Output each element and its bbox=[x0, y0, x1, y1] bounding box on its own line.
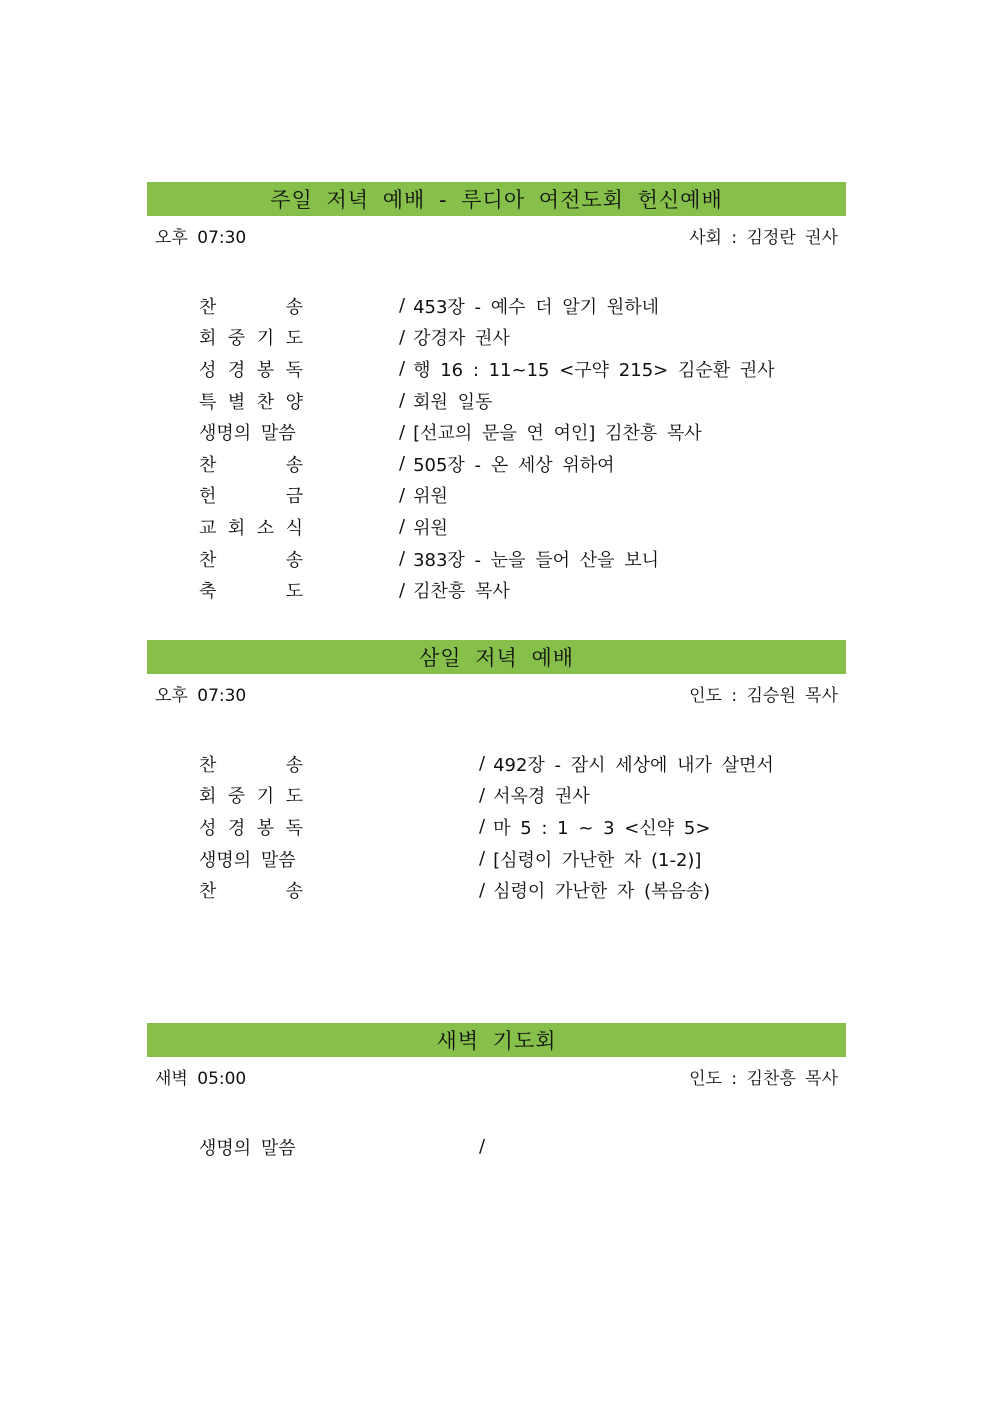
list-item bbox=[199, 290, 846, 322]
list-item bbox=[199, 543, 846, 575]
section-wednesday-evening-service bbox=[147, 640, 846, 906]
list-item bbox=[199, 385, 846, 417]
section-meta bbox=[147, 216, 846, 254]
service-leader: 인도 : 김승원 목사 bbox=[689, 685, 838, 706]
list-item bbox=[199, 353, 846, 385]
list-item bbox=[199, 480, 846, 512]
service-leader: 사회 : 김정란 권사 bbox=[689, 227, 838, 248]
list-item bbox=[199, 748, 846, 780]
list-item bbox=[199, 811, 846, 843]
section-sunday-evening-service bbox=[147, 182, 846, 606]
separator: / bbox=[479, 879, 486, 901]
item-label: 특 별 찬 양 bbox=[199, 391, 303, 413]
item-value: 김찬흥 목사 bbox=[413, 581, 510, 603]
list-item bbox=[199, 448, 846, 480]
separator: / bbox=[399, 579, 406, 601]
separator: / bbox=[399, 453, 406, 475]
item-label: 생명의 말씀 bbox=[199, 423, 296, 445]
list-item bbox=[199, 843, 846, 875]
item-value: 회원 일동 bbox=[413, 391, 493, 413]
list-item bbox=[199, 574, 846, 606]
item-label: 찬 송 bbox=[199, 881, 303, 903]
section-meta bbox=[147, 1057, 846, 1095]
item-value: 강경자 권사 bbox=[413, 328, 510, 350]
item-label: 회 중 기 도 bbox=[199, 328, 303, 350]
list-item bbox=[199, 1131, 846, 1163]
list-item bbox=[199, 511, 846, 543]
section-title: 삼일 저녁 예배 bbox=[147, 640, 846, 674]
separator: / bbox=[399, 548, 406, 570]
item-value: 453장 - 예수 더 알기 원하네 bbox=[413, 296, 660, 318]
section-dawn-prayer-meeting bbox=[147, 1023, 846, 1163]
separator: / bbox=[399, 326, 406, 348]
item-value: 마 5 : 1 ~ 3 <신약 5> bbox=[493, 817, 711, 839]
service-time: 오후 07:30 bbox=[155, 227, 247, 248]
list-item bbox=[199, 874, 846, 906]
item-label: 찬 송 bbox=[199, 454, 303, 476]
item-label: 성 경 봉 독 bbox=[199, 359, 303, 381]
order-of-service bbox=[147, 748, 846, 906]
item-value: 서옥경 권사 bbox=[493, 786, 590, 808]
item-label: 교 회 소 식 bbox=[199, 517, 303, 539]
service-leader: 인도 : 김찬흥 목사 bbox=[689, 1068, 838, 1089]
section-title: 새벽 기도회 bbox=[147, 1023, 846, 1057]
item-value: [심령이 가난한 자 (1-2)] bbox=[493, 849, 702, 871]
item-label: 찬 송 bbox=[199, 549, 303, 571]
item-label: 성 경 봉 독 bbox=[199, 817, 303, 839]
item-value: 위원 bbox=[413, 486, 448, 508]
item-label: 헌 금 bbox=[199, 486, 303, 508]
item-label: 생명의 말씀 bbox=[199, 1137, 296, 1159]
section-title: 주일 저녁 예배 - 루디아 여전도회 헌신예배 bbox=[147, 182, 846, 216]
separator: / bbox=[479, 848, 486, 870]
list-item bbox=[199, 416, 846, 448]
item-label: 찬 송 bbox=[199, 754, 303, 776]
item-label: 찬 송 bbox=[199, 296, 303, 318]
item-value: 383장 - 눈을 들어 산을 보니 bbox=[413, 549, 660, 571]
separator: / bbox=[479, 753, 486, 775]
separator: / bbox=[479, 816, 486, 838]
separator: / bbox=[399, 390, 406, 412]
order-of-service bbox=[147, 1131, 846, 1163]
separator: / bbox=[399, 516, 406, 538]
separator: / bbox=[399, 295, 406, 317]
list-item bbox=[199, 322, 846, 354]
separator: / bbox=[479, 784, 486, 806]
order-of-service bbox=[147, 290, 846, 606]
service-time: 새벽 05:00 bbox=[155, 1068, 247, 1089]
separator: / bbox=[399, 358, 406, 380]
item-value: 505장 - 온 세상 위하여 bbox=[413, 454, 615, 476]
item-value: 행 16 : 11~15 <구약 215> 김순환 권사 bbox=[413, 359, 775, 381]
list-item bbox=[199, 780, 846, 812]
item-value: [선교의 문을 연 여인] 김찬흥 목사 bbox=[413, 423, 702, 445]
item-label: 회 중 기 도 bbox=[199, 786, 303, 808]
separator: / bbox=[399, 484, 406, 506]
item-label: 생명의 말씀 bbox=[199, 849, 296, 871]
separator: / bbox=[479, 1136, 486, 1158]
item-label: 축 도 bbox=[199, 581, 303, 603]
section-meta bbox=[147, 674, 846, 712]
separator: / bbox=[399, 421, 406, 443]
item-value: 위원 bbox=[413, 517, 448, 539]
service-time: 오후 07:30 bbox=[155, 685, 247, 706]
item-value: 492장 - 잠시 세상에 내가 살면서 bbox=[493, 754, 774, 776]
item-value: 심령이 가난한 자 (복음송) bbox=[493, 881, 711, 903]
